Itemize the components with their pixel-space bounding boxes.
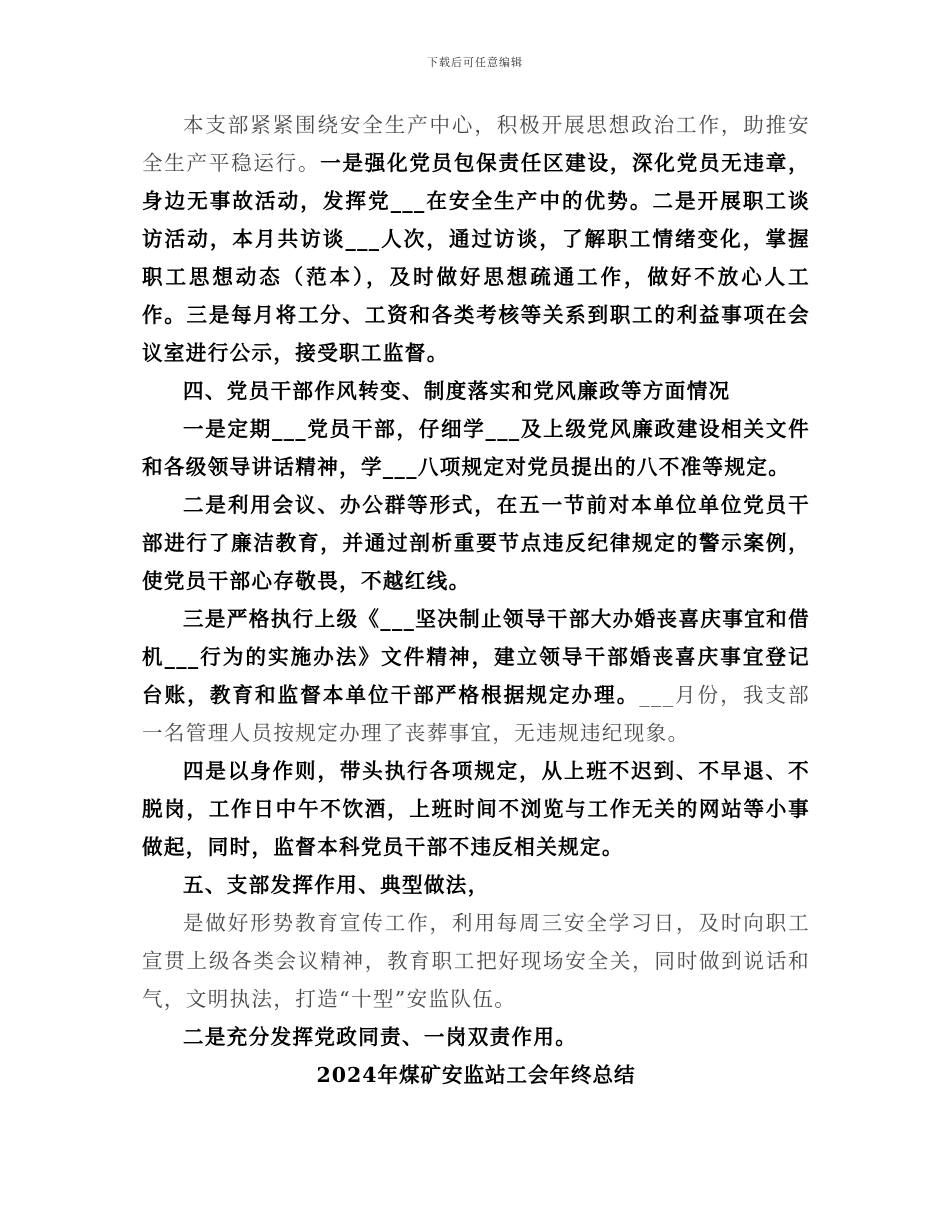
- paragraph-8: [142, 904, 810, 1018]
- document-body: [142, 106, 810, 1094]
- paragraph-4-text: 二是利用会议、办公群等形式，在五一节前对本单位单位党员干部进行了廉洁教育，并通过剖析重要节点违反纪律规定的警示案例，使党员干部心存敬畏，不越红线。: [142, 493, 810, 593]
- section-heading-5: [142, 866, 810, 904]
- paragraph-5-tail: ___月份，我支部一名管理人员按规定办理了丧葬事宜，无违规违纪现象。: [142, 683, 810, 745]
- paragraph-8-text: 是做好形势教育宣传工作，利用每周三安全学习日，及时向职工宣贯上级各类会议精神，教育职工把好现场安全关，同时做到说话和气，文明执法，打造“十型”安监队伍。: [142, 911, 810, 1011]
- section-heading-4: [142, 372, 810, 410]
- paragraph-5: [142, 600, 810, 752]
- paragraph-1: [142, 106, 810, 372]
- paragraph-3-text: 一是定期___党员干部，仔细学___及上级党风廉政建设相关文件和各级领导讲话精神，学___八项规定对党员提出的八不准等规定。: [142, 417, 810, 479]
- document-title: 2024年煤矿安监站工会年终总结: [316, 1063, 636, 1087]
- paragraph-5-body: 三是严格执行上级《___坚决制止领导干部大办婚丧喜庆事宜和借机___行为的实施办法》文件精神，建立领导干部婚丧喜庆事宜登记台账，教育和监督本单位干部严格根据规定办理。: [142, 607, 810, 707]
- section-heading-5-text: 五、支部发挥作用、典型做法，: [183, 873, 490, 897]
- section-heading-4-text: 四、党员干部作风转变、制度落实和党风廉政等方面情况: [183, 379, 731, 403]
- paragraph-1-intro: 本支部紧紧围绕安全生产中心，积极开展思想政治工作，助推安全生产平稳运行。: [142, 113, 810, 175]
- paragraph-9-text: 二是充分发挥党政同责、一岗双责作用。: [183, 1025, 578, 1049]
- paragraph-4: [142, 486, 810, 600]
- paragraph-6: [142, 752, 810, 866]
- paragraph-6-text: 四是以身作则，带头执行各项规定，从上班不迟到、不早退、不脱岗，工作日中午不饮酒，上班时间不浏览与工作无关的网站等小事做起，同时，监督本科党员干部不违反相关规定。: [142, 759, 810, 859]
- page-header-note: 下载后可任意编辑: [427, 56, 523, 69]
- paragraph-9: [142, 1018, 810, 1056]
- paragraph-3: [142, 410, 810, 486]
- paragraph-1-body: 一是强化党员包保责任区建设，深化党员无违章，身边无事故活动，发挥党___在安全生产中的优势。二是开展职工谈访活动，本月共访谈___人次，通过访谈，了解职工情绪变化，掌握职工思想动态（范本），及时做好思想疏通工作，做好不放心人工作。三是每月将工分、工资和各类考核等关系到职工的利益事项在会议室进行公示，接受职工监督。: [142, 151, 810, 365]
